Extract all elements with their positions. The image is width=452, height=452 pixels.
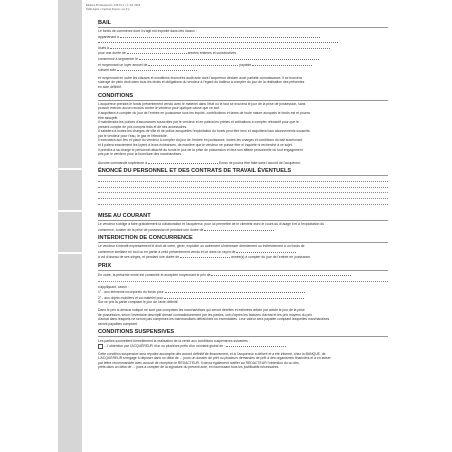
field-line: et moyennant un loyer annuel de payable — [98, 62, 398, 68]
section-rule — [98, 336, 388, 337]
section-rule — [98, 220, 388, 221]
text-line: Cette condition suspensive sera réputée accomplie dès accord définitif de financement, et si l'acquéreur a délivré et a été informé, chez la BANQUE, de — [98, 351, 326, 356]
text-line: Dans le prix ci-dessus indiqué ne sont pas comprises les marchandises qui seront décrites et estimées article par article le jour de la prise — [98, 308, 305, 313]
text-line: Sur ce prix la partie comptant le jour de l'acte définitif. — [98, 300, 179, 305]
field-line: loués à — [98, 45, 398, 51]
page-binding-strip — [58, 0, 82, 452]
section-rule — [98, 27, 388, 28]
section-title: INTERDICTION DE CONCURRENCE — [98, 235, 193, 242]
field-line: En outre, la présente vente est consentie et acceptée moyennant le prix de — [98, 272, 398, 278]
text-line: prêts dans un délai de ... jours à compter de la signature du présent acte, en fournissant tous les justificatifs nécessaires. — [98, 365, 280, 370]
field-line: suivant acte — [98, 67, 398, 73]
text-line: Il prendra à sa charge le personnel attaché au fonds le jour de la prise de possession et fera son affaire personnelle du tout engagement — [98, 147, 303, 152]
section-conditions — [98, 93, 398, 166]
checkbox[interactable] — [98, 344, 103, 349]
section-mise-au-courant — [98, 213, 398, 232]
fill-in-blank[interactable] — [211, 272, 351, 276]
section-rule — [98, 100, 388, 101]
fill-in-blank[interactable] — [117, 67, 197, 71]
fill-in-blank[interactable] — [127, 50, 187, 54]
section-interdiction — [98, 235, 398, 260]
text-line: en acte définitif. — [98, 85, 122, 90]
fill-in-blank[interactable] — [204, 227, 274, 231]
section-title: MISE AU COURANT — [98, 212, 151, 219]
section-bail — [98, 20, 398, 90]
text-line: et moyennant en outre les clauses et conditions énoncées audit acte dont l'acquéreur déclare avoir parfaite connaissance. Il se trouvera — [98, 75, 302, 80]
fill-in-blank[interactable] — [165, 289, 305, 293]
text-line: Le vendeur s'interdit expressément le droit de créer, gérer, exploiter ou autrement s'intéresser directement ou indirectement à un fonds de — [98, 244, 305, 249]
text-line: présent compte de prix compris frais et de ses accessoires. — [98, 124, 188, 129]
text-line: être assujetti. — [98, 115, 119, 120]
text-line: seront payables comptant. — [98, 321, 138, 326]
text-line: s'appliquant, savoir : — [98, 284, 129, 289]
text-line: subrogé de plein droit dans tous les droits et obligations du vendeur à l'égard du bailleur à compter du jour de la réalisation des présentes — [98, 80, 305, 85]
text-line: pouvoir exercer aucun recours contre le vendeur pour quelque cause que ce soit. — [98, 106, 220, 111]
blank-line[interactable] — [98, 187, 388, 188]
field-line: 2° - aux objets mobiliers et au matériel pour — [98, 295, 398, 301]
fill-in-blank[interactable] — [139, 56, 319, 60]
text-line: Le fonds de commerce dont il s'agit est exploité dans des locaux : — [98, 29, 197, 34]
text-line: par lettre recommandée avec accusé de réception le RÉDACTEUR. Il devra également notifier au RÉDACTEUR l'obtention du ou des — [98, 360, 299, 365]
section-rule — [98, 242, 388, 243]
text-line: pris par le vendeur pour la fourniture des marchandises. — [98, 152, 183, 157]
section-title: BAIL — [98, 20, 112, 26]
field-line: 1° - aux éléments incorporels du fonds pour — [98, 289, 398, 295]
text-line: L'acquéreur prendra le fonds présentement vendu avec le matériel dans l'état où le tout se trouvera le jour de la prise de possession, sans — [98, 101, 306, 106]
fill-in-blank[interactable] — [226, 343, 286, 347]
text-line: Le vendeur s'oblige à faire gratuitement la collaboration et l'acquéreur, pour lui permettre de le clientèle avec le cours du d'usage il et à l'exploitation du — [98, 221, 325, 226]
fill-in-blank[interactable] — [120, 34, 320, 38]
fill-in-blank[interactable] — [98, 39, 338, 43]
text-line: Les parties soumettent formellement la réalisation de la vente aux conditions suspensives suivantes : — [98, 338, 250, 343]
section-personnel — [98, 168, 398, 205]
section-conditions-suspensives — [98, 329, 398, 370]
section-title: PRIX — [98, 262, 112, 269]
section-title: CONDITIONS SUSPENSIVES — [98, 329, 175, 336]
text-line: d'achat dans lesquels ne seront pas comprises les marchandises défraîchies ou invendables. Leur valeur sera payable comptant lesquelles marchandises — [98, 317, 330, 322]
text-line: L'ACQUÉREUR s'engage à déposer dans un délai de ... jours un dossier de prêt ou plusieurs demandes de prêt à des organismes financiers et à en aviser — [98, 356, 331, 361]
section-title: CONDITIONS — [98, 92, 134, 99]
fill-in-blank[interactable] — [148, 62, 238, 66]
section-prix — [98, 263, 398, 326]
section-rule — [98, 175, 388, 176]
text-line: de possession, selon l'inventaire descriptif dressé contradictoirement par les parties, soit d'après les factures d'achat et les prix moyens du prix — [98, 312, 312, 317]
text-line: et il paiera exactement les loyers à leurs échéances, de manière que le vendeur ne puisse être ni inquiété ni recherché à ce sujet. — [98, 143, 293, 148]
field-line: pour une durée de années entières et consécutives — [98, 51, 237, 56]
blank-line[interactable] — [98, 204, 388, 205]
fill-in-blank[interactable] — [180, 254, 230, 258]
blank-line[interactable] — [98, 181, 388, 182]
text-line: Il maintiendra les polices d'assurances souscrites par le vendeur et en paiera les primes et cotisations à compter rétroactif pour que le — [98, 120, 299, 125]
fill-in-blank[interactable] — [236, 249, 296, 253]
field-line: commerce, à dater de la prise de possession et pendant une durée de — [98, 227, 398, 233]
section-rule — [98, 270, 388, 271]
text-line: Il acquittera à compter du jour de l'entrée en jouissance tous les impôts, contributions et taxes de toute nature auxquels le fonds est et pourra — [98, 110, 310, 115]
fill-in-blank[interactable] — [252, 62, 312, 66]
blank-line[interactable] — [98, 198, 388, 199]
section-title: ÉNONCÉ DU PERSONNEL ET DES CONTRATS DE TRAVAIL ÉVENTUELS — [98, 168, 292, 175]
header-publisher-line: Editions Professionnel • 125.10.1 • © Juil. 2016 — [86, 4, 141, 7]
fill-in-blank[interactable] — [148, 160, 218, 164]
field-line: commencé à segmenter le — [98, 56, 398, 62]
blank-line[interactable] — [98, 281, 388, 282]
text-line: Il satisfera à toutes les charges de ville et de police auxquelles l'exploitation du fonds peut être tenu et acquittera tous abonnements souscrits — [98, 129, 310, 134]
fill-in-blank[interactable] — [164, 295, 304, 299]
field-line: Aucune commande supérieure à Euros ne pourra être faite sans l'accord de l'acquéreur. — [98, 160, 302, 165]
blank-line[interactable] — [98, 192, 388, 193]
field-line: commerce similaire en tout ou en partie à celui présentement vendu et ce dans un rayon de — [98, 249, 398, 255]
field-line: - L'obtention par l'ACQUÉREUR d'un ou plusieurs prêts d'un montant global de : — [98, 343, 398, 349]
document-body — [98, 20, 398, 370]
header-print-line: Taille Agent • Imprimé France • en.fr.p — [86, 7, 130, 11]
fill-in-blank[interactable] — [110, 45, 330, 49]
text-line: Il exécutera aux lieu et place du vendeur à compter du jour de l'entrée en jouissance, toutes les charges et conditions du bail susénoncé, — [98, 138, 304, 143]
text-line: par le vendeur pour l'eau, le gaz et l'électricité. — [98, 133, 168, 138]
field-line: à vol d'oiseau de ses sièges, et pendant une durée de année(s) à compter du jour de l'entrée en jouissance. — [98, 255, 312, 260]
field-line: appartenant à — [98, 34, 398, 40]
